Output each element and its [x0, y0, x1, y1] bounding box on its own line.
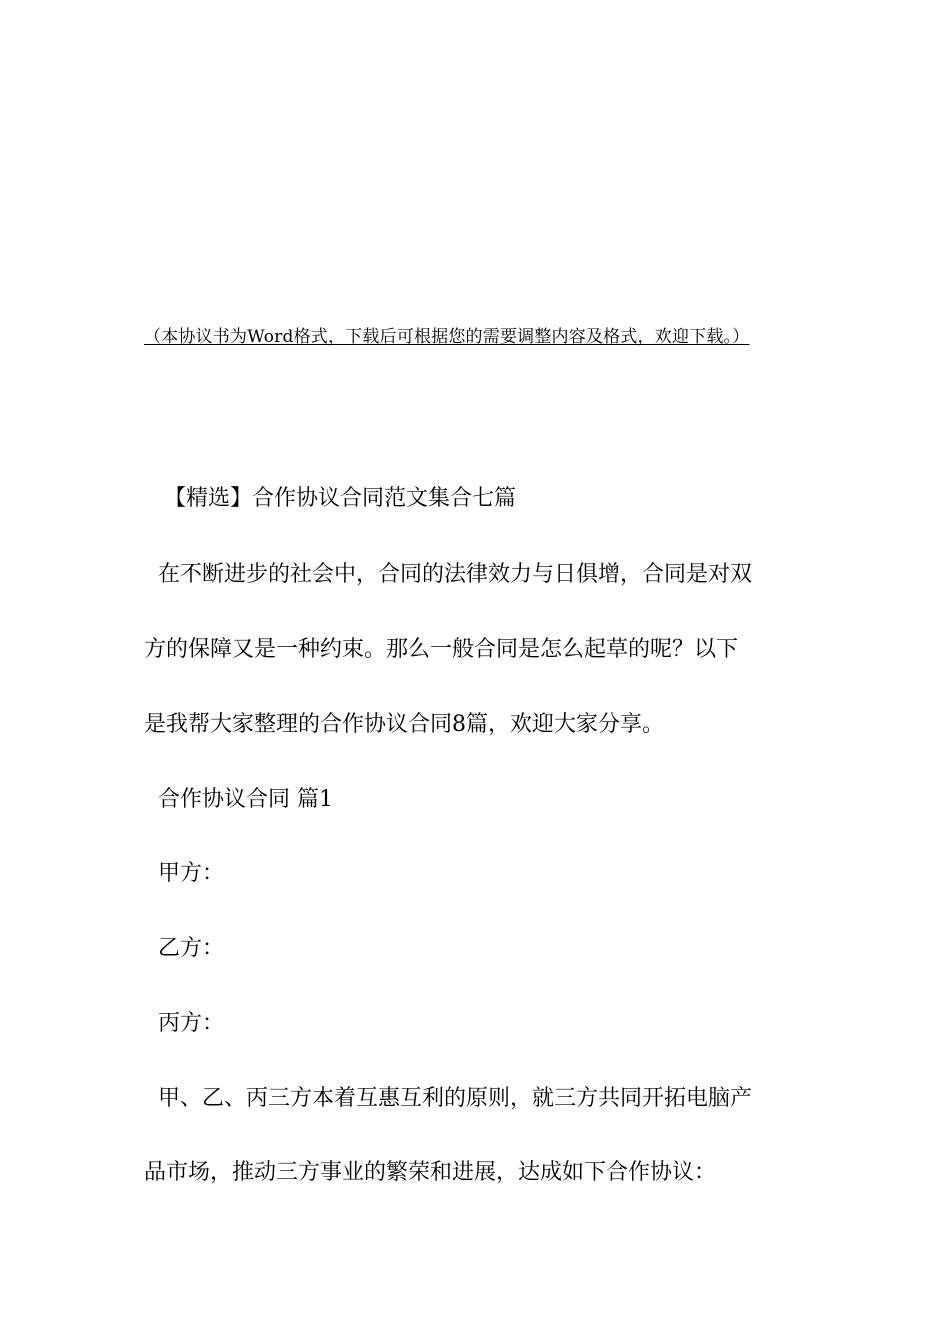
- document-title: 【精选】合作协议合同范文集合七篇: [164, 486, 517, 511]
- body-line-2: 品市场，推动三方事业的繁荣和进展，达成如下合作协议：: [144, 1160, 717, 1185]
- body-line-1: 甲、乙、丙三方本着互惠互利的原则，就三方共同开拓电脑产: [158, 1086, 753, 1111]
- intro-line-2: 方的保障又是一种约束。那么一般合同是怎么起草的呢？以下: [144, 637, 739, 662]
- party-a-label: 甲方：: [158, 861, 225, 886]
- section-heading: 合作协议合同 篇1: [158, 787, 333, 812]
- party-c-label: 丙方：: [158, 1011, 225, 1036]
- party-b-label: 乙方：: [158, 936, 225, 961]
- intro-line-1: 在不断进步的社会中，合同的法律效力与日俱增，合同是对双: [158, 562, 753, 587]
- intro-line-3: 是我帮大家整理的合作协议合同8篇，欢迎大家分享。: [144, 712, 664, 737]
- format-notice: （本协议书为Word格式，下载后可根据您的需要调整内容及格式，欢迎下载。）: [144, 327, 750, 347]
